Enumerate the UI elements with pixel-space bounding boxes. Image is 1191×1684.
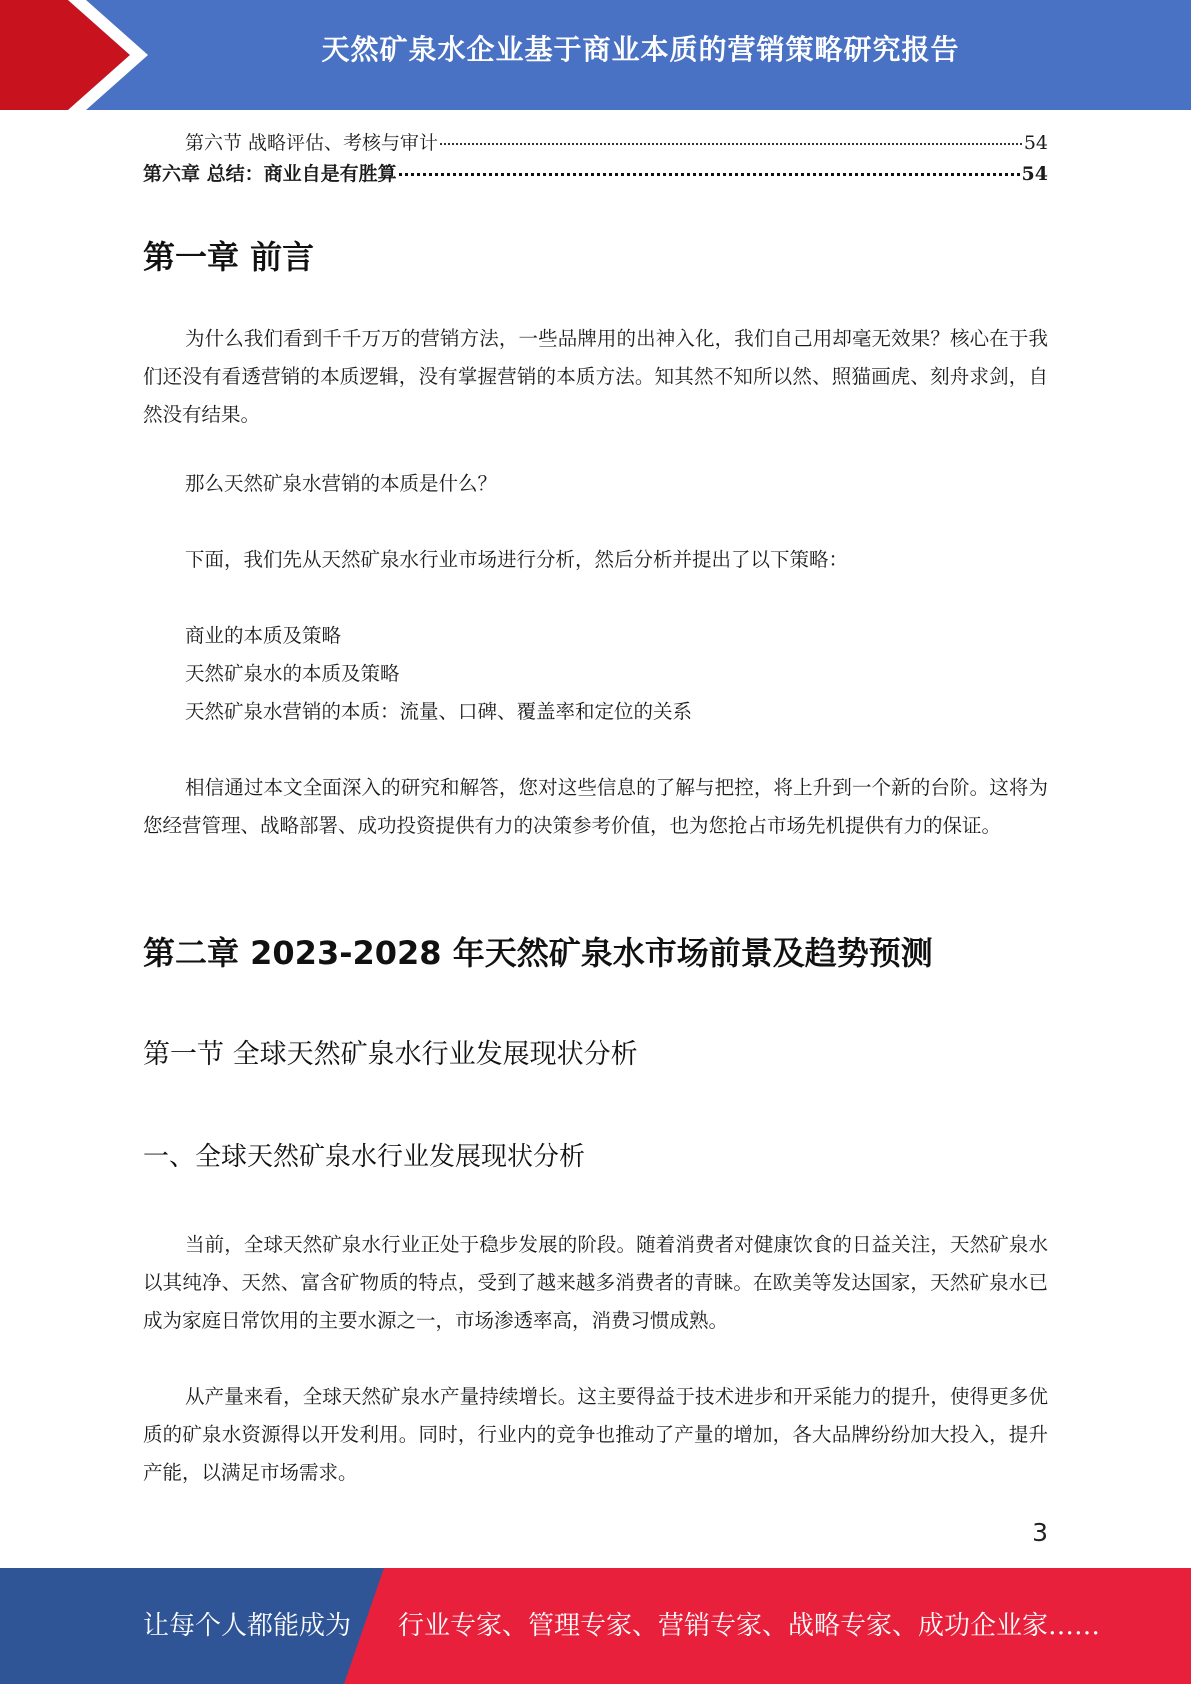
page-number: 3 <box>1032 1518 1048 1547</box>
toc-leader-dots <box>399 173 1020 176</box>
toc-entry-page: 54 <box>1021 163 1048 185</box>
chapter-heading: 第一章 前言 <box>143 238 315 276</box>
footer-slogan-left: 让每个人都能成为 <box>143 1611 352 1641</box>
toc-entry-label: 第六章 总结：商业自是有胜算 <box>143 163 397 185</box>
paragraph: 相信通过本文全面深入的研究和解答，您对这些信息的了解与把控，将上升到一个新的台阶。这将为您经营管理、战略部署、成功投资提供有力的决策参考价值，也为您抢占市场先机提供有力的保证。 <box>143 776 1048 837</box>
toc-entry[interactable] <box>143 159 1048 189</box>
list-item: 天然矿泉水的本质及策略 <box>185 662 400 685</box>
toc-entry-label: 第六节 战略评估、考核与审计 <box>185 132 439 154</box>
list-item: 天然矿泉水营销的本质：流量、口碑、覆盖率和定位的关系 <box>185 700 693 723</box>
paragraph: 那么天然矿泉水营销的本质是什么？ <box>185 472 498 495</box>
footer-banner <box>0 1568 1191 1684</box>
subsection-heading: 一、全球天然矿泉水行业发展现状分析 <box>143 1142 586 1172</box>
toc-entry[interactable] <box>143 128 1048 158</box>
toc-leader-dots <box>440 143 1022 145</box>
chapter-heading: 第二章 2023-2028 年天然矿泉水市场前景及趋势预测 <box>143 934 933 972</box>
list-item: 商业的本质及策略 <box>185 624 342 647</box>
toc-entry-page: 54 <box>1023 132 1048 154</box>
paragraph: 为什么我们看到千千万万的营销方法，一些品牌用的出神入化，我们自己用却毫无效果？核心在于我们还没有看透营销的本质逻辑，没有掌握营销的本质方法。知其然不知所以然、照猫画虎、刻舟求剑，自然没有结果。 <box>143 327 1048 426</box>
paragraph: 从产量来看，全球天然矿泉水产量持续增长。这主要得益于技术进步和开采能力的提升，使得更多优质的矿泉水资源得以开发利用。同时，行业内的竞争也推动了产量的增加，各大品牌纷纷加大投入，提升产能，以满足市场需求。 <box>143 1385 1048 1484</box>
header-bar <box>0 0 1191 110</box>
section-heading: 第一节 全球天然矿泉水行业发展现状分析 <box>143 1039 638 1070</box>
paragraph: 当前，全球天然矿泉水行业正处于稳步发展的阶段。随着消费者对健康饮食的日益关注，天然矿泉水以其纯净、天然、富含矿物质的特点，受到了越来越多消费者的青睐。在欧美等发达国家，天然矿泉水已成为家庭日常饮用的主要水源之一，市场渗透率高，消费习惯成熟。 <box>143 1233 1048 1332</box>
paragraph: 下面，我们先从天然矿泉水行业市场进行分析，然后分析并提出了以下策略： <box>185 548 849 571</box>
header-arrow-decoration <box>0 0 150 110</box>
document-title: 天然矿泉水企业基于商业本质的营销策略研究报告 <box>321 33 960 66</box>
footer-slogan-right: 行业专家、管理专家、营销专家、战略专家、成功企业家…… <box>398 1611 1101 1641</box>
